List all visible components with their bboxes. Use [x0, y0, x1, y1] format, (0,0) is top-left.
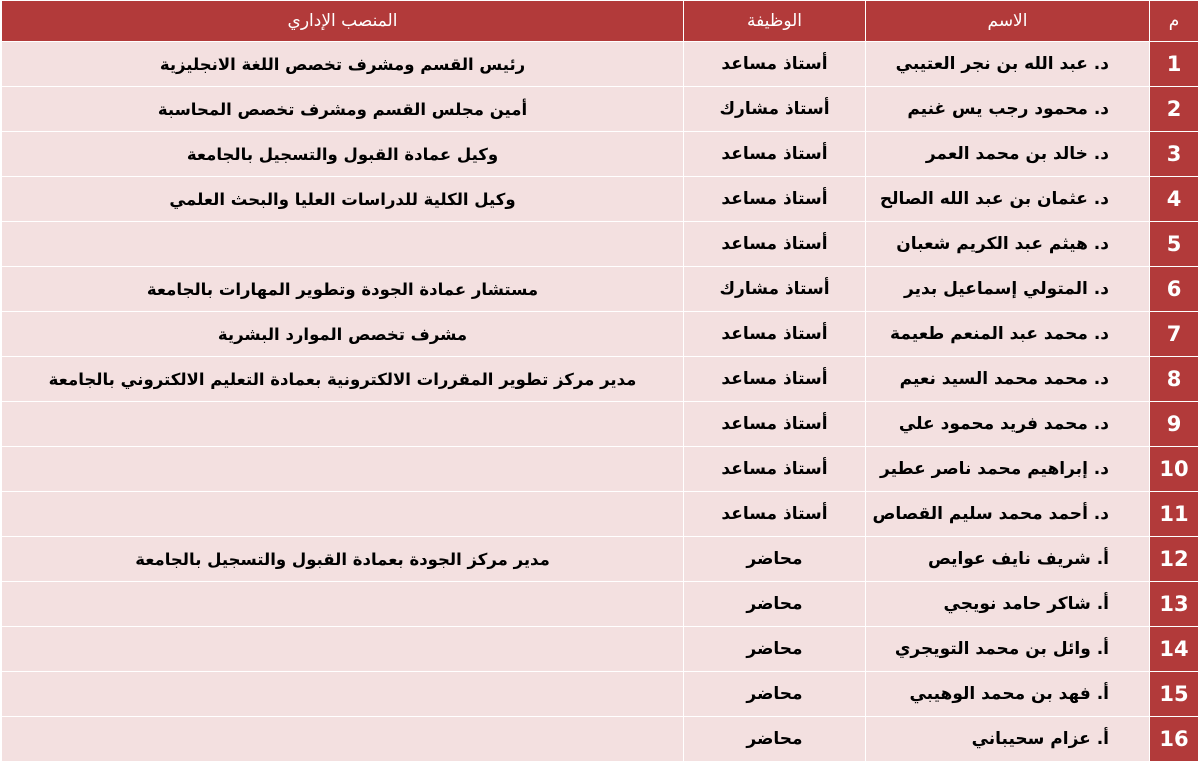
row-name: د. محمد عبد المنعم طعيمة — [866, 312, 1150, 357]
row-admin-position — [2, 627, 684, 672]
row-number: 9 — [1150, 402, 1199, 447]
row-name: أ. فهد بن محمد الوهيبي — [866, 672, 1150, 717]
row-number: 6 — [1150, 267, 1199, 312]
row-number: 15 — [1150, 672, 1199, 717]
row-job: أستاذ مساعد — [684, 42, 866, 87]
table-row — [2, 537, 1199, 582]
header-name: الاسم — [866, 1, 1150, 42]
row-job: أستاذ مساعد — [684, 402, 866, 447]
table-row — [2, 717, 1199, 762]
row-number: 4 — [1150, 177, 1199, 222]
header-num: م — [1150, 1, 1199, 42]
row-admin-position: مدير مركز تطوير المقررات الالكترونية بعمادة التعليم الالكتروني بالجامعة — [2, 357, 684, 402]
row-number: 10 — [1150, 447, 1199, 492]
row-job: أستاذ مساعد — [684, 492, 866, 537]
table-header-row — [2, 1, 1199, 42]
row-admin-position: رئيس القسم ومشرف تخصص اللغة الانجليزية — [2, 42, 684, 87]
header-job: الوظيفة — [684, 1, 866, 42]
row-number: 3 — [1150, 132, 1199, 177]
staff-table-container — [1, 0, 1198, 749]
table-body — [2, 42, 1199, 762]
row-admin-position: أمين مجلس القسم ومشرف تخصص المحاسبة — [2, 87, 684, 132]
row-name: د. عبد الله بن نجر العتيبي — [866, 42, 1150, 87]
row-job: أستاذ مساعد — [684, 132, 866, 177]
table-row — [2, 267, 1199, 312]
table-row — [2, 492, 1199, 537]
row-job: أستاذ مساعد — [684, 447, 866, 492]
row-admin-position — [2, 447, 684, 492]
table-row — [2, 582, 1199, 627]
row-admin-position — [2, 582, 684, 627]
row-name: د. أحمد محمد سليم القصاص — [866, 492, 1150, 537]
row-job: أستاذ مساعد — [684, 357, 866, 402]
row-number: 14 — [1150, 627, 1199, 672]
staff-table — [1, 0, 1199, 762]
table-row — [2, 42, 1199, 87]
row-job: محاضر — [684, 717, 866, 762]
row-admin-position — [2, 492, 684, 537]
row-name: أ. عزام سحيباني — [866, 717, 1150, 762]
row-name: أ. شريف نايف عوايص — [866, 537, 1150, 582]
row-name: د. محمود رجب يس غنيم — [866, 87, 1150, 132]
row-job: محاضر — [684, 582, 866, 627]
row-number: 2 — [1150, 87, 1199, 132]
table-row — [2, 672, 1199, 717]
row-name: د. محمد فريد محمود علي — [866, 402, 1150, 447]
row-admin-position: مستشار عمادة الجودة وتطوير المهارات بالجامعة — [2, 267, 684, 312]
row-name: د. خالد بن محمد العمر — [866, 132, 1150, 177]
table-row — [2, 357, 1199, 402]
row-name: د. المتولي إسماعيل بدير — [866, 267, 1150, 312]
row-number: 13 — [1150, 582, 1199, 627]
table-row — [2, 222, 1199, 267]
row-job: أستاذ مساعد — [684, 177, 866, 222]
row-admin-position: مدير مركز الجودة بعمادة القبول والتسجيل بالجامعة — [2, 537, 684, 582]
table-row — [2, 87, 1199, 132]
row-name: د. إبراهيم محمد ناصر عطير — [866, 447, 1150, 492]
row-admin-position — [2, 672, 684, 717]
table-row — [2, 177, 1199, 222]
row-job: أستاذ مشارك — [684, 267, 866, 312]
row-admin-position — [2, 402, 684, 447]
row-job: محاضر — [684, 627, 866, 672]
table-row — [2, 402, 1199, 447]
row-job: أستاذ مساعد — [684, 312, 866, 357]
row-job: محاضر — [684, 672, 866, 717]
row-number: 8 — [1150, 357, 1199, 402]
row-admin-position: وكيل الكلية للدراسات العليا والبحث العلمي — [2, 177, 684, 222]
table-row — [2, 312, 1199, 357]
table-row — [2, 627, 1199, 672]
row-name: د. هيثم عبد الكريم شعبان — [866, 222, 1150, 267]
row-number: 5 — [1150, 222, 1199, 267]
row-number: 16 — [1150, 717, 1199, 762]
row-job: محاضر — [684, 537, 866, 582]
header-admin: المنصب الإداري — [2, 1, 684, 42]
row-admin-position — [2, 222, 684, 267]
row-name: أ. شاكر حامد نويجي — [866, 582, 1150, 627]
row-name: د. عثمان بن عبد الله الصالح — [866, 177, 1150, 222]
row-number: 12 — [1150, 537, 1199, 582]
row-admin-position: وكيل عمادة القبول والتسجيل بالجامعة — [2, 132, 684, 177]
table-row — [2, 132, 1199, 177]
row-number: 7 — [1150, 312, 1199, 357]
row-name: أ. وائل بن محمد التويجري — [866, 627, 1150, 672]
row-admin-position: مشرف تخصص الموارد البشرية — [2, 312, 684, 357]
table-row — [2, 447, 1199, 492]
row-name: د. محمد محمد السيد نعيم — [866, 357, 1150, 402]
row-job: أستاذ مساعد — [684, 222, 866, 267]
row-admin-position — [2, 717, 684, 762]
row-job: أستاذ مشارك — [684, 87, 866, 132]
row-number: 1 — [1150, 42, 1199, 87]
row-number: 11 — [1150, 492, 1199, 537]
